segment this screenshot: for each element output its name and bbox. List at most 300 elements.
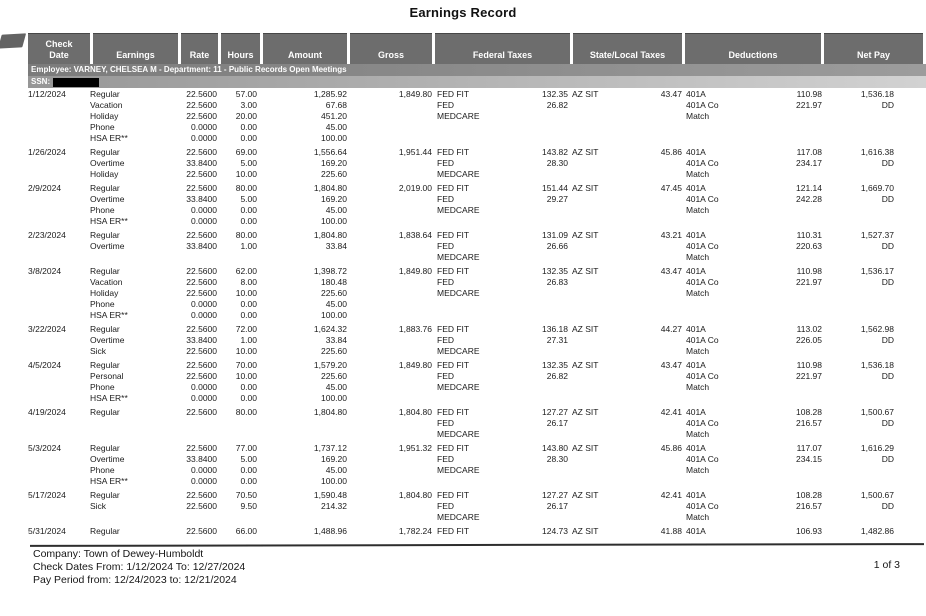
federal-tax-amount [502, 216, 568, 227]
state-tax-label [572, 100, 625, 111]
federal-tax-amount: 127.27 [542, 407, 568, 417]
earnings-hours: 3.00 [240, 100, 257, 110]
earnings-type: Overtime [90, 194, 125, 204]
gross-amount [347, 382, 432, 393]
state-tax-amount [625, 100, 682, 111]
deduction-label: 401A Co [686, 277, 719, 287]
col-check-date: Check Date [28, 33, 90, 64]
earnings-hours: 1.00 [240, 241, 257, 251]
earnings-rate: 33.8400 [186, 158, 217, 168]
federal-tax-label: FED FIT [437, 443, 470, 453]
gross-amount [347, 393, 432, 404]
earnings-rate: 0.0000 [191, 205, 217, 215]
gross-amount: 1,951.44 [398, 147, 432, 157]
earnings-amount: 1,804.80 [313, 407, 347, 417]
federal-tax-amount: 132.35 [542, 360, 568, 370]
net-pay: 1,536.17 [860, 266, 894, 276]
earnings-hours: 8.00 [240, 277, 257, 287]
state-tax-label [572, 277, 625, 288]
net-pay: 1,536.18 [860, 89, 894, 99]
earnings-rate: 22.5600 [186, 324, 217, 334]
net-pay: DD [881, 371, 894, 381]
check-date [28, 122, 90, 133]
gross-amount [347, 371, 432, 382]
check-date [28, 299, 90, 310]
deduction-label: 401A [686, 443, 706, 453]
pay-period-block [28, 407, 898, 440]
earnings-rate: 22.5600 [186, 526, 217, 536]
state-tax-label: AZ SIT [572, 324, 599, 334]
earnings-row [28, 454, 898, 465]
earnings-hours [217, 418, 257, 429]
federal-tax-label: FED FIT [437, 360, 470, 370]
earnings-rate: 0.0000 [191, 476, 217, 486]
deduction-amount: 108.28 [796, 490, 822, 500]
federal-tax-amount: 29.27 [546, 194, 568, 204]
earnings-row [28, 501, 898, 512]
earnings-amount [257, 252, 347, 263]
state-tax-amount: 43.47 [660, 89, 682, 99]
state-tax-label [572, 299, 625, 310]
federal-tax-label: MEDCARE [437, 288, 480, 298]
deduction-amount [760, 216, 822, 227]
federal-tax-amount [502, 393, 568, 404]
gross-amount [347, 205, 432, 216]
employee-band [28, 64, 926, 88]
gross-amount [347, 454, 432, 465]
earnings-type: Holiday [90, 169, 119, 179]
state-tax-label [572, 418, 625, 429]
state-tax-amount [625, 346, 682, 357]
deduction-label: 401A Co [686, 241, 719, 251]
earnings-type: Personal [90, 371, 124, 381]
earnings-amount: 100.00 [321, 310, 347, 320]
deduction-label: 401A [686, 183, 706, 193]
federal-tax-amount [502, 133, 568, 144]
check-date: 3/8/2024 [28, 266, 62, 276]
earnings-rate: 22.5600 [186, 147, 217, 157]
earnings-amount: 1,804.80 [313, 230, 347, 240]
earnings-hours: 9.50 [240, 501, 257, 511]
earnings-row [28, 158, 898, 169]
federal-tax-label: FED [437, 418, 454, 428]
earnings-row [28, 147, 898, 158]
deduction-label: 401A [686, 147, 706, 157]
net-pay [822, 382, 894, 393]
earnings-rate [180, 418, 217, 429]
earnings-type: Regular [90, 147, 120, 157]
deduction-amount: 221.97 [796, 277, 822, 287]
earnings-type: HSA ER** [90, 393, 128, 403]
federal-tax-amount: 143.82 [542, 147, 568, 157]
gross-amount [347, 288, 432, 299]
page-number: 1 of 3 [873, 559, 900, 571]
federal-tax-amount [502, 111, 568, 122]
col-amount: Amount [263, 33, 347, 64]
state-tax-amount: 45.86 [660, 443, 682, 453]
net-pay [822, 476, 894, 487]
gross-amount [347, 216, 432, 227]
earnings-amount: 1,624.32 [313, 324, 347, 334]
deduction-label: Match [686, 512, 710, 522]
federal-tax-label: FED [437, 501, 454, 511]
scan-artifact [0, 33, 26, 48]
gross-amount [347, 277, 432, 288]
deduction-amount [760, 299, 822, 310]
federal-tax-label: MEDCARE [437, 205, 480, 215]
earnings-row [28, 252, 898, 263]
deduction-amount: 221.97 [796, 100, 822, 110]
net-pay [822, 429, 894, 440]
state-tax-label [572, 194, 625, 205]
state-tax-amount: 41.88 [660, 526, 682, 536]
earnings-amount: 45.00 [325, 299, 347, 309]
gross-amount [347, 122, 432, 133]
earnings-type: Overtime [90, 454, 125, 464]
check-date [28, 169, 90, 180]
federal-tax-label: MEDCARE [437, 382, 480, 392]
earnings-rate: 22.5600 [186, 490, 217, 500]
check-date [28, 335, 90, 346]
check-date [28, 111, 90, 122]
federal-tax-label: FED FIT [437, 407, 470, 417]
gross-amount [347, 299, 432, 310]
earnings-rate: 22.5600 [186, 360, 217, 370]
state-tax-label [572, 169, 625, 180]
deduction-amount [760, 512, 822, 523]
earnings-amount: 169.20 [321, 158, 347, 168]
net-pay [822, 299, 894, 310]
earnings-type: Regular [90, 443, 120, 453]
earnings-amount: 45.00 [325, 382, 347, 392]
earnings-rate: 22.5600 [186, 443, 217, 453]
pay-period-block [28, 147, 898, 180]
earnings-hours: 10.00 [235, 346, 257, 356]
deduction-label [686, 476, 760, 487]
deduction-label: Match [686, 252, 710, 262]
federal-tax-amount: 131.09 [542, 230, 568, 240]
earnings-type: Regular [90, 230, 120, 240]
state-tax-amount [625, 429, 682, 440]
earnings-amount: 45.00 [325, 205, 347, 215]
state-tax-amount [625, 194, 682, 205]
gross-amount: 1,883.76 [398, 324, 432, 334]
earnings-amount: 225.60 [321, 288, 347, 298]
earnings-type: Phone [90, 122, 115, 132]
state-tax-amount [625, 205, 682, 216]
earnings-hours: 0.00 [240, 299, 257, 309]
earnings-rate [180, 429, 217, 440]
earnings-row [28, 310, 898, 321]
pay-period-block [28, 266, 898, 321]
earnings-row [28, 194, 898, 205]
earnings-hours: 0.00 [240, 122, 257, 132]
state-tax-label [572, 429, 625, 440]
state-tax-amount [625, 465, 682, 476]
check-date: 2/23/2024 [28, 230, 66, 240]
earnings-hours: 0.00 [240, 465, 257, 475]
federal-tax-label: FED [437, 454, 454, 464]
gross-amount [347, 501, 432, 512]
earnings-type: Phone [90, 465, 115, 475]
deduction-amount: 110.31 [796, 230, 822, 240]
state-tax-label [572, 346, 625, 357]
earnings-hours: 0.00 [240, 476, 257, 486]
pay-period-block [28, 360, 898, 404]
pay-period-block [28, 89, 898, 144]
federal-tax-label: FED FIT [437, 526, 470, 536]
federal-tax-label: FED FIT [437, 324, 470, 334]
state-tax-label [572, 371, 625, 382]
state-tax-amount [625, 418, 682, 429]
deduction-label: 401A Co [686, 100, 719, 110]
federal-tax-label [437, 133, 502, 144]
state-tax-label [572, 454, 625, 465]
federal-tax-label: MEDCARE [437, 252, 480, 262]
earnings-type: Regular [90, 183, 120, 193]
pay-period-block [28, 324, 898, 357]
earnings-hours [217, 512, 257, 523]
earnings-row [28, 183, 898, 194]
federal-tax-amount [502, 169, 568, 180]
earnings-hours: 69.00 [235, 147, 257, 157]
federal-tax-amount: 26.82 [546, 100, 568, 110]
earnings-hours: 5.00 [240, 454, 257, 464]
deduction-amount [760, 122, 822, 133]
earnings-row [28, 360, 898, 371]
earnings-type: Sick [90, 346, 107, 356]
net-pay: 1,500.67 [860, 407, 894, 417]
earnings-amount [257, 418, 347, 429]
gross-amount [347, 310, 432, 321]
deduction-amount: 216.57 [796, 418, 822, 428]
col-federal-taxes: Federal Taxes [435, 33, 570, 64]
net-pay: 1,616.29 [860, 443, 894, 453]
deduction-label: 401A [686, 490, 706, 500]
earnings-row [28, 266, 898, 277]
federal-tax-amount: 28.30 [546, 158, 568, 168]
earnings-hours: 0.00 [240, 205, 257, 215]
state-tax-amount [625, 277, 682, 288]
federal-tax-amount [502, 512, 568, 523]
federal-tax-label [437, 476, 502, 487]
earnings-amount: 169.20 [321, 194, 347, 204]
deduction-amount: 226.05 [796, 335, 822, 345]
pay-period-block [28, 443, 898, 487]
federal-tax-label [437, 310, 502, 321]
earnings-rate: 22.5600 [186, 501, 217, 511]
state-tax-amount: 42.41 [660, 407, 682, 417]
net-pay: 1,562.98 [860, 324, 894, 334]
state-tax-label: AZ SIT [572, 407, 599, 417]
earnings-rate: 22.5600 [186, 183, 217, 193]
deduction-label: Match [686, 205, 710, 215]
deduction-amount: 221.97 [796, 371, 822, 381]
state-tax-label: AZ SIT [572, 360, 599, 370]
gross-amount: 1,804.80 [398, 490, 432, 500]
deduction-label [686, 216, 760, 227]
earnings-row [28, 429, 898, 440]
earnings-amount: 1,737.12 [313, 443, 347, 453]
net-pay [822, 288, 894, 299]
net-pay [822, 346, 894, 357]
footer-pay-period: Pay Period from: 12/24/2023 to: 12/21/2024 [33, 574, 237, 586]
check-date: 1/26/2024 [28, 147, 66, 157]
report-footer [33, 548, 245, 587]
col-hours: Hours [221, 33, 260, 64]
earnings-amount: 45.00 [325, 465, 347, 475]
state-tax-label: AZ SIT [572, 89, 599, 99]
state-tax-amount [625, 382, 682, 393]
state-tax-label [572, 382, 625, 393]
deduction-amount: 117.07 [796, 443, 822, 453]
deduction-amount [760, 465, 822, 476]
state-tax-amount: 47.45 [660, 183, 682, 193]
earnings-row [28, 465, 898, 476]
earnings-amount: 100.00 [321, 216, 347, 226]
earnings-type: HSA ER** [90, 216, 128, 226]
earnings-rate: 0.0000 [191, 122, 217, 132]
state-tax-amount [625, 299, 682, 310]
check-date: 5/31/2024 [28, 526, 66, 536]
check-date [28, 346, 90, 357]
earnings-rate: 0.0000 [191, 310, 217, 320]
earnings-row [28, 122, 898, 133]
earnings-type: Overtime [90, 158, 125, 168]
check-date: 5/17/2024 [28, 490, 66, 500]
earnings-type: Phone [90, 205, 115, 215]
federal-tax-amount [502, 288, 568, 299]
deduction-amount [760, 205, 822, 216]
deduction-label: Match [686, 111, 710, 121]
earnings-amount: 33.84 [325, 241, 347, 251]
earnings-type: Sick [90, 501, 107, 511]
earnings-rate: 33.8400 [186, 335, 217, 345]
federal-tax-amount: 26.17 [546, 501, 568, 511]
net-pay [822, 393, 894, 404]
federal-tax-amount: 26.66 [546, 241, 568, 251]
federal-tax-amount [502, 382, 568, 393]
earnings-amount: 225.60 [321, 346, 347, 356]
employee-info: Employee: VARNEY, CHELSEA M - Department: 11 - Public Records Open Meetings [28, 64, 926, 76]
check-date [28, 371, 90, 382]
pay-period-block [28, 230, 898, 263]
earnings-row [28, 443, 898, 454]
page-title: Earnings Record [409, 5, 517, 20]
state-tax-amount [625, 133, 682, 144]
net-pay [822, 310, 894, 321]
earnings-row [28, 241, 898, 252]
earnings-hours: 57.00 [235, 89, 257, 99]
gross-amount [347, 335, 432, 346]
earnings-amount: 1,804.80 [313, 183, 347, 193]
state-tax-label: AZ SIT [572, 230, 599, 240]
net-pay [822, 252, 894, 263]
federal-tax-amount [502, 205, 568, 216]
check-date [28, 512, 90, 523]
earnings-hours: 70.00 [235, 360, 257, 370]
earnings-row [28, 216, 898, 227]
federal-tax-label: MEDCARE [437, 169, 480, 179]
earnings-amount: 45.00 [325, 122, 347, 132]
federal-tax-amount: 124.73 [542, 526, 568, 536]
earnings-hours: 80.00 [235, 183, 257, 193]
earnings-row [28, 490, 898, 501]
earnings-rate: 0.0000 [191, 299, 217, 309]
net-pay: 1,669.70 [860, 183, 894, 193]
federal-tax-label [437, 299, 502, 310]
earnings-hours: 72.00 [235, 324, 257, 334]
earnings-hours [217, 252, 257, 263]
earnings-hours: 66.00 [235, 526, 257, 536]
earnings-row [28, 526, 898, 537]
deduction-label: Match [686, 169, 710, 179]
check-date [28, 393, 90, 404]
deduction-label [686, 133, 760, 144]
earnings-type: HSA ER** [90, 133, 128, 143]
check-date: 3/22/2024 [28, 324, 66, 334]
earnings-amount: 225.60 [321, 169, 347, 179]
earnings-hours: 10.00 [235, 288, 257, 298]
federal-tax-label: FED [437, 100, 454, 110]
earnings-type: Overtime [90, 335, 125, 345]
state-tax-amount [625, 241, 682, 252]
net-pay: DD [881, 241, 894, 251]
gross-amount [347, 465, 432, 476]
state-tax-label [572, 252, 625, 263]
earnings-rate: 0.0000 [191, 133, 217, 143]
state-tax-label [572, 393, 625, 404]
check-date: 4/5/2024 [28, 360, 62, 370]
state-tax-amount: 44.27 [660, 324, 682, 334]
earnings-row [28, 382, 898, 393]
net-pay: DD [881, 158, 894, 168]
earnings-rate: 33.8400 [186, 241, 217, 251]
earnings-row [28, 371, 898, 382]
earnings-rate: 0.0000 [191, 465, 217, 475]
net-pay: 1,536.18 [860, 360, 894, 370]
deduction-label: 401A Co [686, 194, 719, 204]
gross-amount [347, 158, 432, 169]
earnings-hours: 0.00 [240, 216, 257, 226]
earnings-row [28, 299, 898, 310]
state-tax-amount [625, 393, 682, 404]
deduction-amount [760, 288, 822, 299]
federal-tax-label: MEDCARE [437, 429, 480, 439]
state-tax-label: AZ SIT [572, 490, 599, 500]
state-tax-label [572, 335, 625, 346]
check-date: 2/9/2024 [28, 183, 62, 193]
deduction-label: 401A [686, 89, 706, 99]
earnings-amount: 100.00 [321, 133, 347, 143]
footer-divider-line [30, 543, 924, 547]
federal-tax-label: FED FIT [437, 230, 470, 240]
state-tax-amount [625, 501, 682, 512]
state-tax-label [572, 158, 625, 169]
gross-amount [347, 194, 432, 205]
deduction-amount [760, 346, 822, 357]
earnings-type: HSA ER** [90, 310, 128, 320]
federal-tax-label: FED [437, 241, 454, 251]
earnings-row [28, 393, 898, 404]
earnings-type: Holiday [90, 111, 119, 121]
earnings-row [28, 100, 898, 111]
deduction-amount [760, 476, 822, 487]
state-tax-label [572, 205, 625, 216]
state-tax-label: AZ SIT [572, 443, 599, 453]
deduction-amount: 242.28 [796, 194, 822, 204]
net-pay [822, 169, 894, 180]
